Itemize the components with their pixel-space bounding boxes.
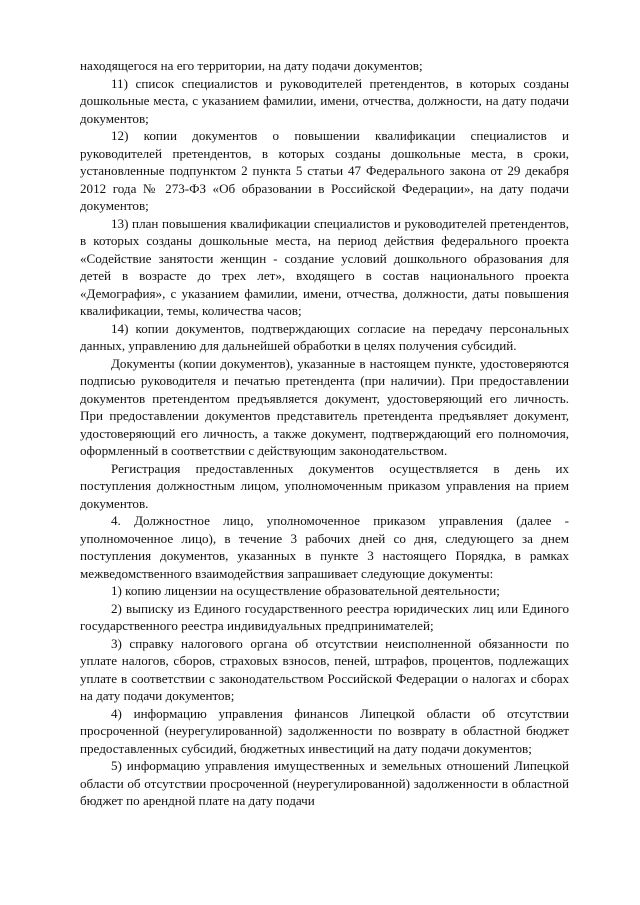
paragraph-registration: Регистрация предоставленных документов осуществляется в день их поступления должностным лицом, уполномоченным приказом управления на прием документов. <box>80 460 569 511</box>
paragraph-item-4-finance: 4) информацию управления финансов Липецкой области об отсутствии просроченной (неурегулированной) задолженности по возврату в областной бюджет предоставленных субсидий, бюджетных инвестиций на дату подачи документов; <box>80 705 569 756</box>
paragraph-item-13: 13) план повышения квалификации специалистов и руководителей претендентов, в которых созданы дошкольные места, на период действия федерального проекта «Содействие занятости женщин - создание условий дошкольного образования для детей в возрасте до трех лет», входящего в состав национального проекта «Демография», с указанием фамилии, имени, отчества, должности, даты повышения квалификации, темы, количества часов; <box>80 215 569 318</box>
paragraph-item-1-license: 1) копию лицензии на осуществление образовательной деятельности; <box>111 583 500 598</box>
paragraph-item-11: 11) список специалистов и руководителей претендентов, в которых созданы дошкольные места, с указанием фамилии, имени, отчества, должности, на дату подачи документов; <box>80 75 569 126</box>
paragraph-item-3-tax: 3) справку налогового органа об отсутствии неисполненной обязанности по уплате налогов, сборов, страховых взносов, пеней, штрафов, процентов, подлежащих уплате в соответствии с законодательством Российской Федерации о налогах и сборах на дату подачи документов; <box>80 635 569 703</box>
paragraph-continuation: находящегося на его территории, на дату подачи документов; <box>80 58 423 73</box>
paragraph-item-12: 12) копии документов о повышении квалификации специалистов и руководителей претендентов, в которых созданы дошкольные места, в сроки, установленные подпунктом 2 пункта 5 статьи 47 Федерального закона от 29 декабря 2012 года № 273-ФЗ «Об образовании в Российской Федерации», на дату подачи документов; <box>80 128 569 213</box>
paragraph-documents-certification: Документы (копии документов), указанные в настоящем пункте, удостоверяются подписью руководителя и печатью претендента (при наличии). При предоставлении документов претендентом предъявляется документ, удостоверяющий его личность. При предоставлении документов представитель претендента предъявляет документ, удостоверяющий его личность, а также документ, подтверждающий его полномочия, оформленный в соответствии с действующим законодательством. <box>80 355 569 458</box>
paragraph-item-5-property: 5) информацию управления имущественных и земельных отношений Липецкой области об отсутствии просроченной (неурегулированной) задолженности в областной бюджет по арендной плате на дату подачи <box>80 758 569 808</box>
paragraph-point-4: 4. Должностное лицо, уполномоченное приказом управления (далее - уполномоченное лицо), в течение 3 рабочих дней со дня, следующего за днем поступления документов, указанных в пункте 3 настоящего Порядка, в рамках межведомственного взаимодействия запрашивает следующие документы: <box>80 513 569 581</box>
paragraph-item-14: 14) копии документов, подтверждающих согласие на передачу персональных данных, управлению для дальнейшей обработки в целях получения субсидий. <box>80 320 569 353</box>
paragraph-item-2-registry: 2) выписку из Единого государственного реестра юридических лиц или Единого государственного реестра индивидуальных предпринимателей; <box>80 600 569 633</box>
document-body <box>80 57 569 810</box>
